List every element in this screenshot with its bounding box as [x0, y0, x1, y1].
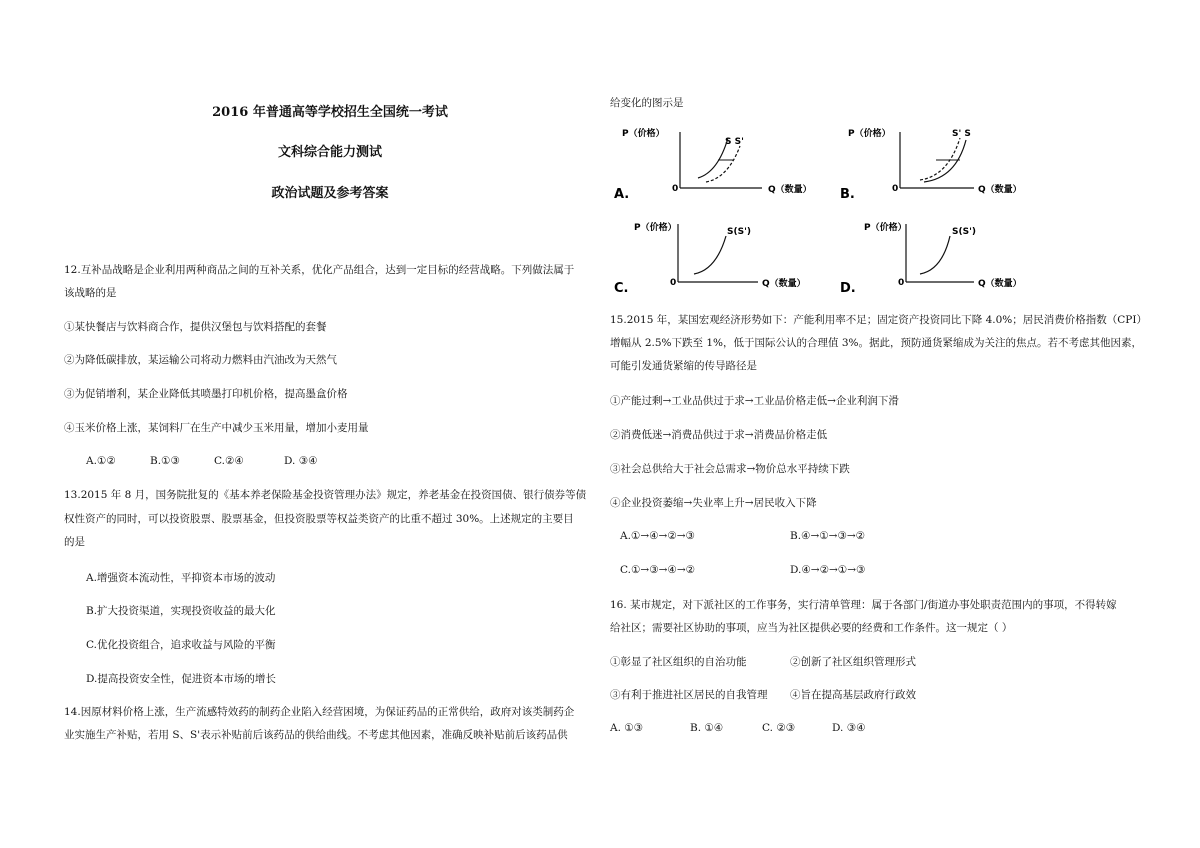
q12-item: ②为降低碳排放，某运输公司将动力燃料由汽油改为天然气	[64, 354, 337, 366]
q16-option-a: A. ①③	[610, 722, 644, 734]
x-axis-label: Q（数量）	[768, 185, 812, 195]
q12-stem-line2: 该战略的是	[64, 287, 117, 299]
q14-stem-line2: 业实施生产补贴，若用 S、S'表示补贴前后该药品的供给曲线。不考虑其他因素，准确反映补贴前后该药品供	[64, 729, 568, 741]
x-axis-label: Q（数量）	[762, 279, 806, 289]
q15-item: ④企业投资萎缩→失业率上升→居民收入下降	[610, 497, 817, 509]
y-axis-label: P（价格）	[848, 129, 891, 139]
q16-item: ②创新了社区组织管理形式	[790, 656, 916, 668]
curve-labels: S(S')	[952, 227, 976, 237]
option-letter: B.	[840, 187, 855, 202]
q13-option-c: C.优化投资组合，追求收益与风险的平衡	[86, 639, 276, 651]
q12-option-c: C.②④	[214, 455, 244, 467]
q16-option-d: D. ③④	[832, 722, 866, 734]
option-letter: A.	[614, 187, 630, 202]
x-axis-label: Q（数量）	[978, 185, 1022, 195]
q13-stem-line2: 权性资产的同时，可以投资股票、股票基金，但投资股票等权益类资产的比重不超过 30%。上述规定的主要目	[64, 513, 574, 525]
option-letter: C.	[614, 281, 629, 296]
q15-item: ①产能过剩→工业品供过于求→工业品价格走低→企业利润下滑	[610, 395, 899, 407]
q15-option-a: A.①→④→②→③	[620, 530, 695, 542]
q13-option-d: D.提高投资安全性，促进资本市场的增长	[86, 673, 276, 685]
q14-stem-line3: 给变化的图示是	[610, 97, 684, 109]
origin-label: 0	[898, 278, 905, 288]
q16-item: ①彰显了社区组织的自治功能	[610, 656, 747, 668]
supply-curve-s	[698, 138, 728, 178]
supply-graph-c	[610, 216, 850, 298]
supply-graph-b	[840, 120, 1040, 205]
origin-label: 0	[672, 184, 679, 194]
q13-stem-line3: 的是	[64, 536, 85, 548]
option-letter: D.	[840, 281, 856, 296]
supply-graph-d	[840, 216, 1040, 298]
exam-title: 2016 年普通高等学校招生全国统一考试	[212, 105, 448, 120]
q12-option-b: B.①③	[150, 455, 180, 467]
q16-stem-line1: 16. 某市规定，对下派社区的工作事务，实行清单管理：属于各部门/街道办事处职责范围内的事项，不得转嫁	[610, 599, 1117, 611]
q16-stem-line2: 给社区；需要社区协助的事项，应当为社区提供必要的经费和工作条件。这一规定（ ）	[610, 622, 1013, 634]
q12-stem-line1: 12.互补品战略是企业利用两种商品之间的互补关系，优化产品组合，达到一定目标的经营战略。下列做法属于	[64, 264, 575, 276]
q15-stem-line2: 增幅从 2.5%下跌至 1%，低于国际公认的合理值 3%。据此，预防通货紧缩成为关注的焦点。若不考虑其他因素，	[610, 337, 1143, 349]
q15-item: ②消费低迷→消费品供过于求→消费品价格走低	[610, 429, 828, 441]
x-axis-label: Q（数量）	[978, 279, 1022, 289]
q14-stem-line1: 14.因原材料价格上涨，生产流感特效药的制药企业陷入经营困境，为保证药品的正常供给，政府对该类制药企	[64, 706, 575, 718]
q15-option-c: C.①→③→④→②	[620, 564, 696, 576]
q16-item: ④旨在提高基层政府行政效	[790, 689, 916, 701]
origin-label: 0	[892, 184, 899, 194]
y-axis-label: P（价格）	[622, 129, 665, 139]
curve-labels: S' S	[952, 129, 971, 139]
origin-label: 0	[670, 278, 677, 288]
supply-curve-s	[924, 140, 966, 182]
paper-title: 政治试题及参考答案	[271, 186, 389, 201]
q16-option-c: C. ②③	[762, 722, 796, 734]
q15-stem-line3: 可能引发通货紧缩的传导路径是	[610, 360, 757, 372]
q12-option-a: A.①②	[86, 455, 116, 467]
q16-option-b: B. ①④	[690, 722, 724, 734]
q12-option-d: D. ③④	[284, 455, 318, 467]
q15-stem-line1: 15.2015 年，某国宏观经济形势如下：产能利用率不足；固定资产投资同比下降 4.0%；居民消费价格指数（CPI）	[610, 314, 1148, 326]
supply-graph-a	[610, 120, 850, 205]
q15-option-b: B.④→①→③→②	[790, 530, 866, 542]
curve-labels: S(S')	[727, 227, 751, 237]
supply-curve-s	[694, 236, 726, 274]
curve-labels: S S'	[725, 137, 744, 147]
q15-item: ③社会总供给大于社会总需求→物价总水平持续下跌	[610, 463, 850, 475]
subject-title: 文科综合能力测试	[277, 145, 382, 160]
q16-item: ③有利于推进社区居民的自我管理	[610, 689, 768, 701]
q13-stem-line1: 13.2015 年 8 月，国务院批复的《基本养老保险基金投资管理办法》规定，养老基金在投资国债、银行债券等债	[64, 489, 587, 501]
q13-option-a: A.增强资本流动性，平抑资本市场的波动	[86, 572, 276, 584]
supply-curve-s-prime	[920, 138, 960, 180]
q13-option-b: B.扩大投资渠道，实现投资收益的最大化	[86, 605, 276, 617]
q12-item: ④玉米价格上涨，某饲料厂在生产中减少玉米用量，增加小麦用量	[64, 422, 369, 434]
y-axis-label: P（价格）	[864, 223, 907, 233]
q12-item: ③为促销增利，某企业降低其喷墨打印机价格，提高墨盒价格	[64, 388, 348, 400]
q12-item: ①某快餐店与饮料商合作，提供汉堡包与饮料搭配的套餐	[64, 321, 327, 333]
q15-option-d: D.④→②→①→③	[790, 564, 866, 576]
y-axis-label: P（价格）	[634, 223, 677, 233]
supply-curve-s	[920, 236, 950, 274]
